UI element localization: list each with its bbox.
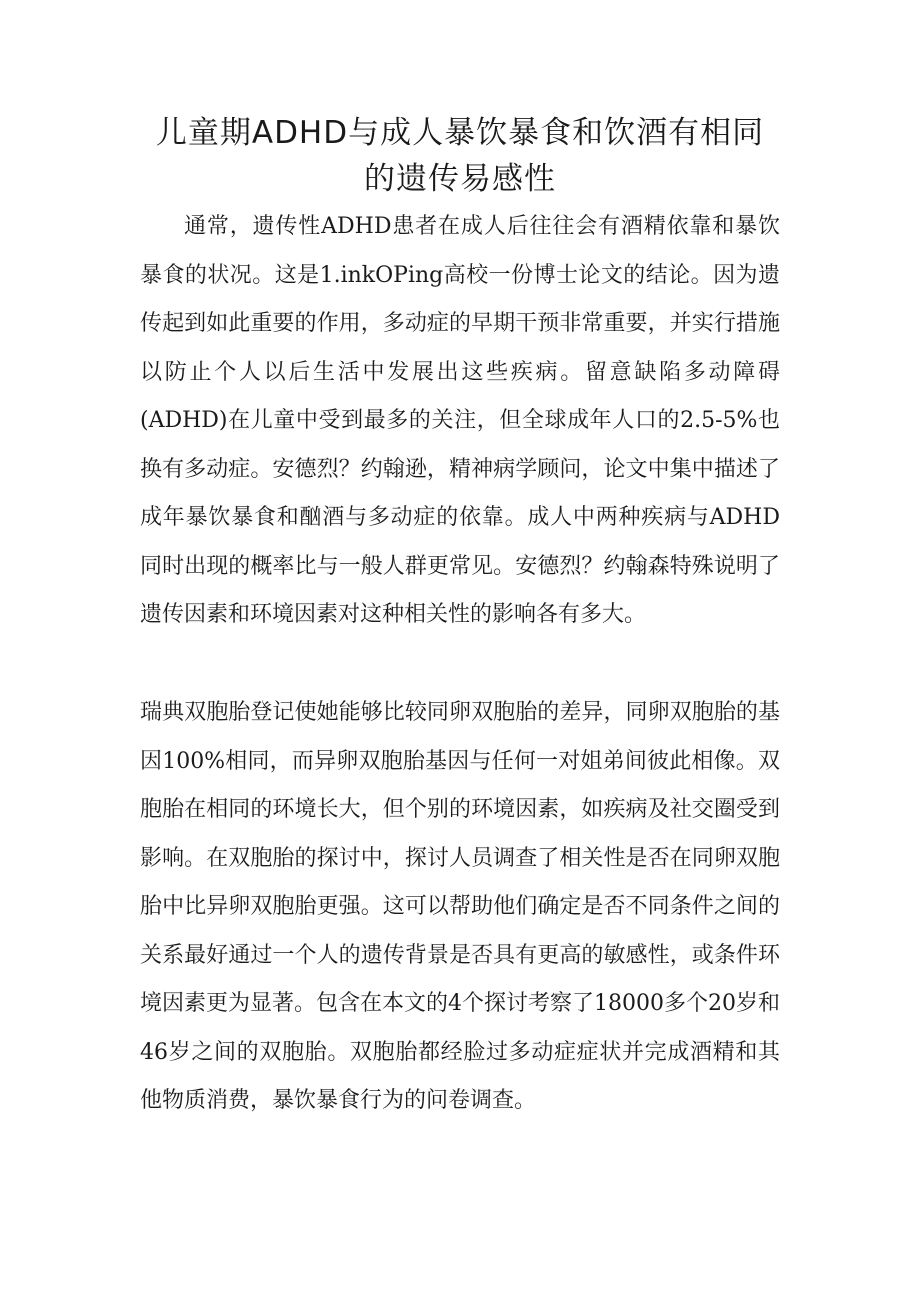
paragraph-2: 瑞典双胞胎登记使她能够比较同卵双胞胎的差异，同卵双胞胎的基因100%相同，而异卵双胞胎基因与任何一对姐弟间彼此相像。双胞胎在相同的环境长大，但个别的环境因素，如疾病及社交圈受到影响。在双胞胎的探讨中，探讨人员调查了相关性是否在同卵双胞胎中比异卵双胞胎更强。这可以帮助他们确定是否不同条件之间的关系最好通过一个人的遗传背景是否具有更高的敏感性，或条件环境因素更为显著。包含在本文的4个探讨考察了18000多个20岁和46岁之间的双胞胎。双胞胎都经脸过多动症症状并完成酒精和其他物质消费，暴饮暴食行为的问卷调查。	[140, 700, 780, 1113]
document-title: 儿童期ADHD与成人暴饮暴食和饮酒有相同的遗传易感性	[155, 115, 765, 197]
paragraph-1: 通常，遗传性ADHD患者在成人后往往会有酒精依靠和暴饮暴食的状况。这是1.inkOPing高校一份博士论文的结论。因为遗传起到如此重要的作用，多动症的早期干预非常重要，并实行措施以防止个人以后生活中发展出这些疾病。留意缺陷多动障碍(ADHD)在儿童中受到最多的关注，但全球成年人口的2.5-5%也换有多动症。安德烈？约翰逊，精神病学顾问，论文中集中描述了成年暴饮暴食和酗酒与多动症的依靠。成人中两种疾病与ADHD同时出现的概率比与一般人群更常见。安德烈？约翰森特殊说明了遗传因素和环境因素对这种相关性的影响各有多大。	[140, 214, 780, 627]
